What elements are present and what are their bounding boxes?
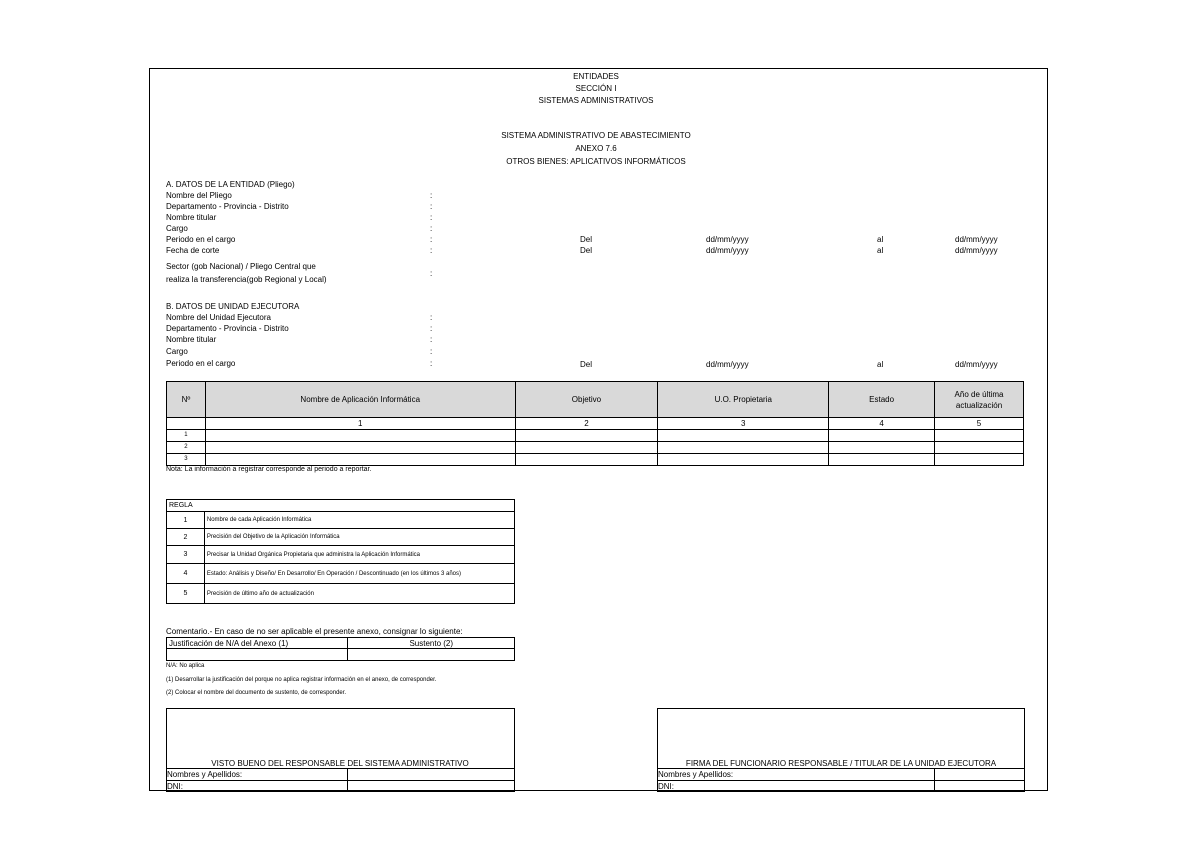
justification-header: Justificación de N/A del Anexo (1) — [167, 638, 348, 649]
column-number: 2 — [515, 418, 658, 430]
rule-row — [167, 512, 515, 529]
rule-row — [167, 546, 515, 564]
section-a-title: A. DATOS DE LA ENTIDAD (Pliego) — [166, 180, 295, 189]
na-note: N/A: No aplica — [166, 663, 205, 669]
colon: : — [430, 213, 433, 222]
rules-title: REGLA — [167, 500, 515, 512]
colon: : — [430, 224, 433, 233]
colon: : — [430, 235, 433, 244]
column-number: 3 — [658, 418, 829, 430]
comment-title: Comentario.- En caso de no ser aplicable el presente anexo, consignar lo siguiente: — [166, 627, 463, 636]
rule-number: 4 — [167, 564, 205, 584]
date-format: dd/mm/yyyy — [955, 246, 998, 255]
table-header-row — [167, 382, 1024, 418]
colon: : — [430, 191, 433, 200]
rule-text: Precisar la Unidad Orgánica Propietaria que administra la Aplicación Informática — [204, 546, 514, 564]
justification-cell[interactable] — [167, 649, 348, 661]
colon: : — [430, 202, 433, 211]
rule-number: 2 — [167, 529, 205, 546]
header-annex-title: OTROS BIENES: APLICATIVOS INFORMÁTICOS — [506, 157, 686, 166]
dni-label: DNI: — [167, 782, 183, 791]
table-row — [167, 454, 1024, 466]
rule-text: Nombre de cada Aplicación Informática — [204, 512, 514, 529]
row-number: 3 — [167, 454, 206, 466]
field-label: Periodo en el cargo — [166, 359, 236, 368]
field-label: realiza la transferencia(gob Regional y Local) — [166, 275, 327, 284]
al-label: al — [877, 360, 884, 369]
row-number: 1 — [167, 430, 206, 442]
field-label: Departamento - Provincia - Distrito — [166, 202, 289, 211]
colon: : — [430, 324, 433, 333]
footnote-1: (1) Desarrollar la justificación del porque no aplica registrar información en el anexo, de corresponder. — [166, 677, 437, 683]
support-header: Sustento (2) — [348, 638, 515, 649]
date-format: dd/mm/yyyy — [955, 235, 998, 244]
field-label: Nombre del Pliego — [166, 191, 232, 200]
del-label: Del — [580, 235, 593, 244]
header-annex: ANEXO 7.6 — [575, 144, 617, 153]
date-format: dd/mm/yyyy — [706, 360, 749, 369]
colon: : — [430, 269, 433, 278]
table-row — [167, 430, 1024, 442]
names-label: Nombres y Apellidos: — [167, 770, 243, 779]
header-objective: Objetivo — [515, 382, 658, 418]
rule-text: Estado: Análisis y Diseño/ En Desarrollo/ En Operación / Descontinuado (en los últimos 3 años) — [204, 564, 514, 584]
header-entities: ENTIDADES — [573, 72, 619, 81]
header-systems: SISTEMAS ADMINISTRATIVOS — [538, 96, 654, 105]
date-format: dd/mm/yyyy — [706, 246, 749, 255]
table-note: Nota: La información a registrar corresponde al periodo a reportar. — [166, 466, 372, 473]
column-number: 4 — [829, 418, 935, 430]
rule-number: 3 — [167, 546, 205, 564]
header-system-name: SISTEMA ADMINISTRATIVO DE ABASTECIMIENTO — [501, 131, 691, 140]
names-label: Nombres y Apellidos: — [658, 770, 734, 779]
column-number: 1 — [205, 418, 515, 430]
field-label: Nombre del Unidad Ejecutora — [166, 313, 271, 322]
field-label: Cargo — [166, 347, 188, 356]
al-label: al — [877, 246, 884, 255]
rule-row — [167, 584, 515, 604]
support-cell[interactable] — [348, 649, 515, 661]
date-format: dd/mm/yyyy — [706, 235, 749, 244]
column-number-row — [167, 418, 1024, 430]
colon: : — [430, 313, 433, 322]
column-number: 5 — [935, 418, 1024, 430]
rule-row — [167, 564, 515, 584]
colon: : — [430, 347, 433, 356]
header-status: Estado — [829, 382, 935, 418]
rule-number: 1 — [167, 512, 205, 529]
rule-text: Precisión de último año de actualización — [204, 584, 514, 604]
dni-label: DNI: — [658, 782, 674, 791]
row-number: 2 — [167, 442, 206, 454]
field-label: Sector (gob Nacional) / Pliego Central que — [166, 262, 316, 271]
del-label: Del — [580, 246, 593, 255]
rule-text: Precisión del Objetivo de la Aplicación Informática — [204, 529, 514, 546]
applications-table — [166, 381, 1024, 466]
field-label: Periodo en el cargo — [166, 235, 236, 244]
header-last-update: Año de última actualización — [935, 382, 1024, 418]
field-label: Nombre titular — [166, 213, 217, 222]
header-owner-unit: U.O. Propietaria — [658, 382, 829, 418]
signature-right-title: FIRMA DEL FUNCIONARIO RESPONSABLE / TITULAR DE LA UNIDAD EJECUTORA — [685, 759, 997, 768]
colon: : — [430, 246, 433, 255]
header-app-name: Nombre de Aplicación Informática — [205, 382, 515, 418]
del-label: Del — [580, 360, 593, 369]
field-label: Cargo — [166, 224, 188, 233]
header-number: Nº — [167, 382, 206, 418]
colon: : — [430, 335, 433, 344]
footnote-2: (2) Colocar el nombre del documento de sustento, de corresponder. — [166, 690, 347, 696]
header-section: SECCIÓN I — [575, 84, 617, 93]
field-label: Departamento - Provincia - Distrito — [166, 324, 289, 333]
field-label: Nombre titular — [166, 335, 217, 344]
al-label: al — [877, 235, 884, 244]
field-label: Fecha de corte — [166, 246, 220, 255]
table-row — [167, 442, 1024, 454]
section-b-title: B. DATOS DE UNIDAD EJECUTORA — [166, 302, 300, 311]
colon: : — [430, 359, 433, 368]
rule-row — [167, 529, 515, 546]
rule-number: 5 — [167, 584, 205, 604]
justification-table — [166, 637, 515, 661]
signature-left-title: VISTO BUENO DEL RESPONSABLE DEL SISTEMA ADMINISTRATIVO — [211, 759, 469, 768]
rules-table — [166, 499, 515, 604]
date-format: dd/mm/yyyy — [955, 360, 998, 369]
